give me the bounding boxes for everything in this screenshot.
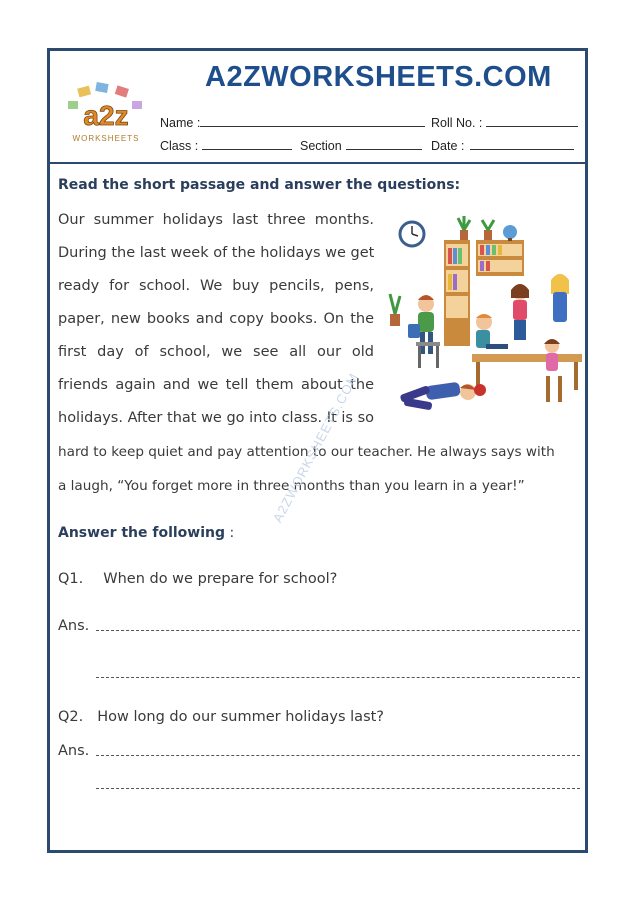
- date-blank[interactable]: [470, 137, 574, 150]
- passage-line: hard to keep quiet and pay attention to our teacher. He always says with: [58, 444, 555, 460]
- boy-sitting-figure: [476, 314, 508, 349]
- classroom-illustration: [386, 214, 584, 416]
- date-field[interactable]: [431, 137, 574, 153]
- plant-icon: [458, 216, 517, 241]
- section-blank[interactable]: [346, 137, 422, 150]
- clock-icon: [400, 222, 424, 246]
- logo-text: a2z: [83, 100, 129, 131]
- answer-1-line-2[interactable]: [96, 677, 580, 678]
- class-label: Class :: [160, 139, 199, 153]
- roll-blank[interactable]: [486, 114, 578, 127]
- instruction-heading: Read the short passage and answer the questions:: [58, 177, 461, 193]
- passage-line: holidays. After that we go into class. It is so: [58, 410, 374, 426]
- answer-2-line-2[interactable]: [96, 788, 580, 789]
- logo-subtext: WORKSHEETS: [72, 134, 140, 143]
- watermark: A2ZWORKSHEETS.COM: [269, 370, 362, 525]
- question-2: [58, 709, 384, 725]
- date-label: Date :: [431, 139, 465, 153]
- section-label: Section: [300, 139, 342, 153]
- question-number: Q2.: [58, 709, 84, 725]
- passage-line: Our summer holidays last three months.: [58, 212, 374, 228]
- site-title: A2ZWORKSHEETS.COM: [205, 61, 552, 93]
- section-field[interactable]: [300, 137, 422, 153]
- answer-heading-suffix: :: [225, 525, 235, 541]
- desk-icon: [472, 354, 582, 390]
- answer-1-label: Ans.: [58, 618, 90, 634]
- passage-line: ready for school. We buy pencils, pens,: [58, 278, 374, 294]
- name-blank[interactable]: [200, 114, 425, 127]
- passage-line: During the last week of the holidays we get: [58, 245, 375, 261]
- chair-icon: [416, 342, 440, 368]
- answer-2-label: Ans.: [58, 743, 90, 759]
- answer-heading: [58, 525, 234, 541]
- passage-line: first day of school, we see all our old: [58, 344, 374, 360]
- passage-line: paper, new books and copy books. On the: [58, 311, 374, 327]
- name-field[interactable]: [160, 114, 425, 130]
- class-field[interactable]: [160, 137, 292, 153]
- fallen-boy-figure: [400, 382, 486, 411]
- roll-field[interactable]: [431, 114, 578, 130]
- answer-1-line-1[interactable]: [96, 630, 580, 631]
- question-text: How long do our summer holidays last?: [97, 709, 385, 725]
- question-number: Q1.: [58, 571, 84, 587]
- class-blank[interactable]: [202, 137, 292, 150]
- passage-line: a laugh, “You forget more in three months than you learn in a year!”: [58, 478, 525, 494]
- answer-2-line-1[interactable]: [96, 755, 580, 756]
- name-label: Name :: [160, 116, 201, 130]
- question-1: [58, 571, 337, 587]
- girl-figure: [511, 284, 529, 340]
- answer-heading-text: Answer the following: [58, 525, 226, 541]
- passage-line: friends again and we tell them about the: [58, 377, 374, 393]
- a2z-logo: [60, 79, 152, 149]
- roll-label: Roll No. :: [431, 116, 483, 130]
- small-girl-figure: [544, 339, 562, 402]
- question-text: When do we prepare for school?: [103, 571, 338, 587]
- worksheet-header: [50, 51, 585, 164]
- plant-pot-icon: [390, 294, 400, 326]
- blonde-girl-figure: [551, 274, 569, 322]
